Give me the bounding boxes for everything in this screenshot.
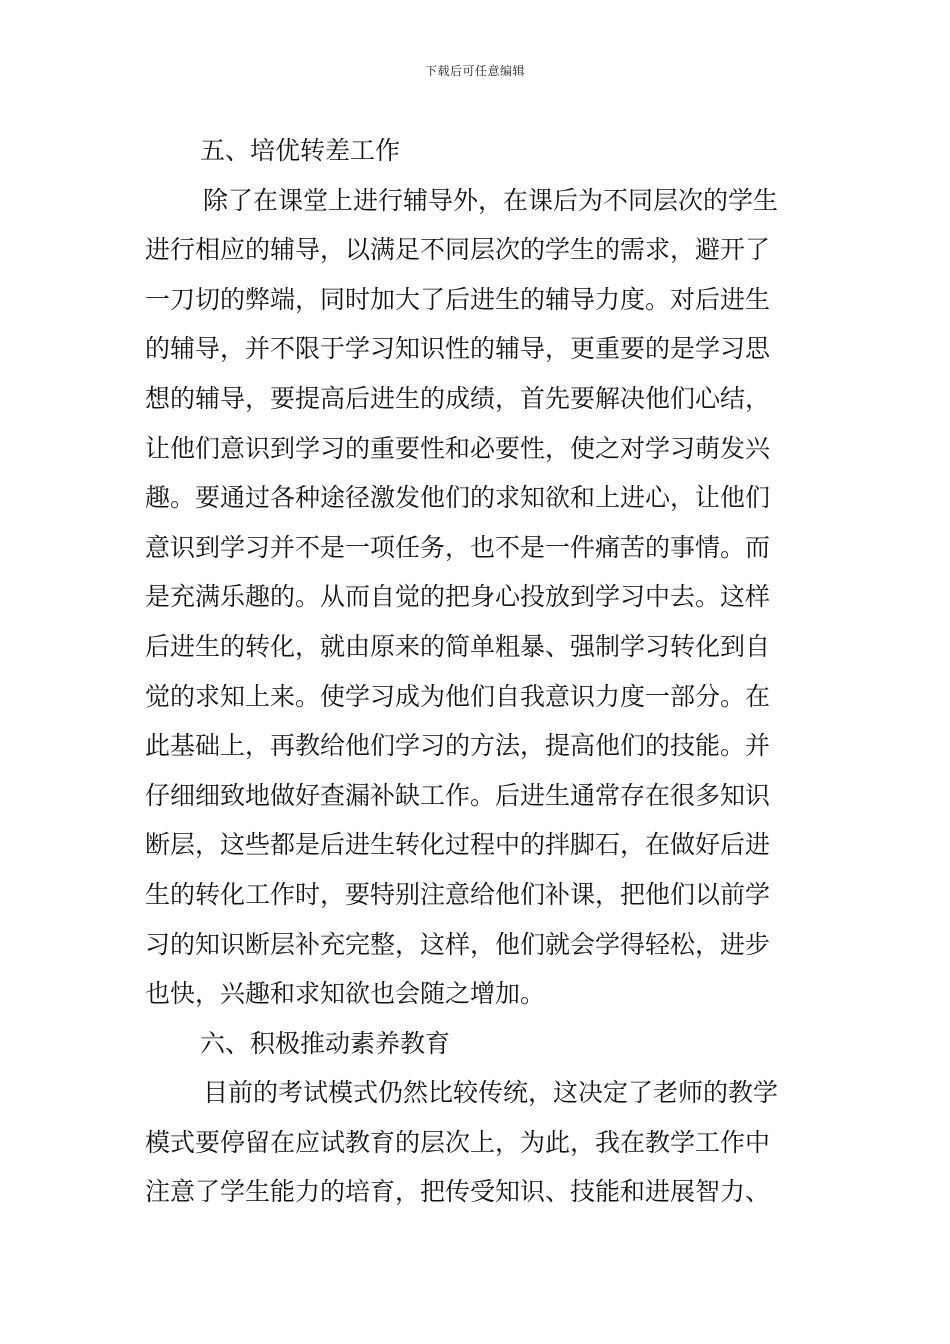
paragraph-line: 的辅导，并不限于学习知识性的辅导，更重要的是学习思 (145, 334, 771, 364)
paragraph-line: 仔细细致地做好查漏补缺工作。后进生通常存在很多知识 (145, 780, 771, 810)
paragraph-line: 想的辅导，要提高后进生的成绩，首先要解决他们心结， (145, 383, 771, 413)
paragraph-line: 是充满乐趣的。从而自觉的把身心投放到学习中去。这样 (145, 582, 771, 612)
section-heading: 五、培优转差工作 (200, 136, 401, 165)
paragraph-line: 进行相应的辅导，以满足不同层次的学生的需求，避开了 (145, 235, 771, 265)
paragraph-line: 也快，兴趣和求知欲也会随之增加。 (145, 979, 546, 1009)
paragraph-line: 让他们意识到学习的重要性和必要性，使之对学习萌发兴 (145, 433, 771, 463)
paragraph-line: 习的知识断层补充完整，这样，他们就会学得轻松，进步 (145, 929, 771, 959)
paragraph-line: 目前的考试模式仍然比较传统，这决定了老师的教学 (203, 1078, 779, 1108)
paragraph-line: 意识到学习并不是一项任务，也不是一件痛苦的事情。而 (145, 532, 771, 562)
paragraph-line: 后进生的转化，就由原来的简单粗暴、强制学习转化到自 (145, 631, 771, 661)
paragraph-line: 模式要停留在应试教育的层次上，为此，我在教学工作中 (145, 1127, 771, 1157)
document-body (145, 126, 810, 1217)
paragraph-line: 除了在课堂上进行辅导外，在课后为不同层次的学生 (203, 185, 779, 215)
paragraph-line: 生的转化工作时，要特别注意给他们补课，把他们以前学 (145, 879, 771, 909)
paragraph-line: 一刀切的弊端，同时加大了后进生的辅导力度。对后进生 (145, 284, 771, 314)
paragraph-line: 断层，这些都是后进生转化过程中的拌脚石，在做好后进 (145, 830, 771, 860)
section-heading: 六、积极推动素养教育 (200, 1028, 451, 1058)
paragraph-line: 此基础上，再教给他们学习的方法，提高他们的技能。并 (145, 731, 771, 761)
paragraph-line: 注意了学生能力的培育，把传受知识、技能和进展智力、 (145, 1177, 771, 1207)
paragraph-line: 觉的求知上来。使学习成为他们自我意识力度一部分。在 (145, 681, 771, 711)
page-header: 下载后可任意编辑 (424, 64, 525, 78)
paragraph-line: 趣。要通过各种途径激发他们的求知欲和上进心，让他们 (145, 483, 771, 513)
